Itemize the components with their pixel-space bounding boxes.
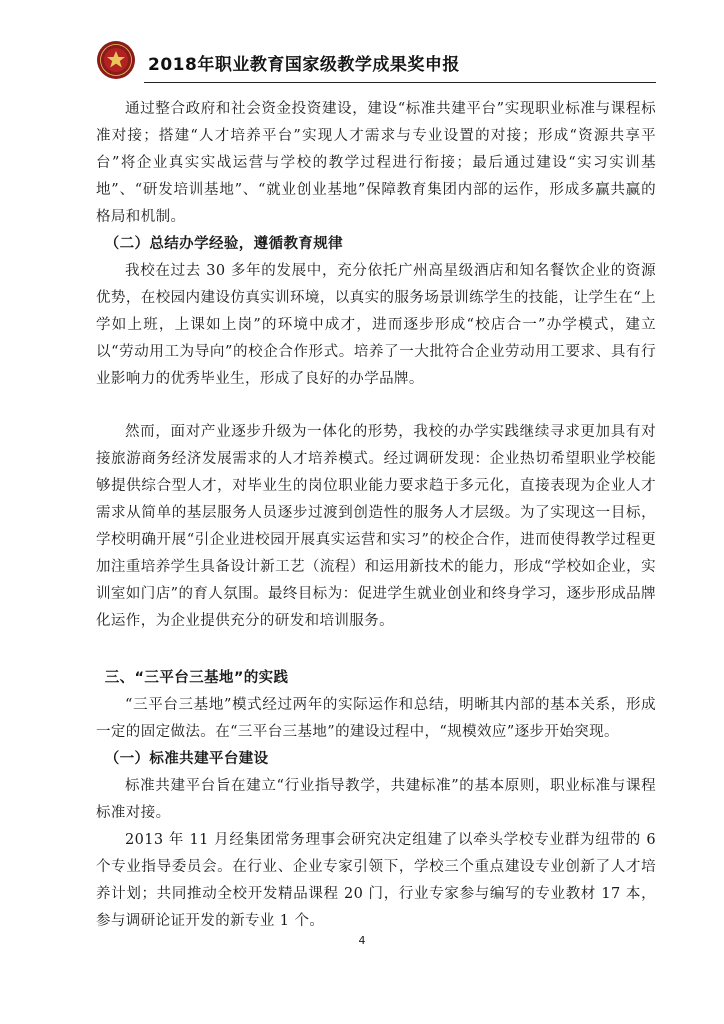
section-heading-practice: 三、“三平台三基地”的实践 xyxy=(104,670,289,686)
paragraph-committee-2013: 2013 年 11 月经集团常务理事会研究决定组建了以牵头学校专业群为纽带的 6 个专业指导委员会。在行业、企业专家引领下，学校三个重点建设专业创新了人才培养计划；共同推动全校开发精品课程 20 门，行业专家参与编写的专业教材 17 本，参与调研论证开发的新专业 1 个。 xyxy=(96,832,656,929)
school-emblem-icon xyxy=(96,40,136,80)
paragraph-school-history: 我校在过去 30 多年的发展中，充分依托广州高星级酒店和知名餐饮企业的资源优势，在校园内建设仿真实训环境，以真实的服务场景训练学生的技能，让学生在“上学如上班，上课如上岗”的环境中成才，进而逐步形成“校店合一”办学模式，建立以“劳动用工为导向”的校企合作形式。培养了一大批符合企业劳动用工要求、具有行业影响力的优秀毕业生，形成了良好的办学品牌。 xyxy=(96,263,656,387)
document-body xyxy=(96,96,656,935)
paragraph-standard-platform-aim: 标准共建平台旨在建立“行业指导教学，共建标准”的基本原则，职业标准与课程标准对接。 xyxy=(96,778,656,821)
paragraph-model-operation: “三平台三基地”模式经过两年的实际运作和总结，明晰其内部的基本关系，形成一定的固定做法。在“三平台三基地”的建设过程中，“规模效应”逐步开始突现。 xyxy=(96,697,656,740)
paragraph-industry-upgrade: 然而，面对产业逐步升级为一体化的形势，我校的办学实践继续寻求更加具有对接旅游商务经济发展需求的人才培养模式。经过调研发现：企业热切希望职业学校能够提供综合型人才，对毕业生的岗位职业能力要求趋于多元化，直接表现为企业人才需求从简单的基层服务人员逐步过渡到创造性的服务人才层级。为了实现这一目标，学校明确开展“引企业进校园开展真实运营和实习”的校企合作，进而使得教学过程更加注重培养学生具备设计新工艺（流程）和运用新技术的能力，形成“学校如企业，实训室如门店”的育人氛围。最终目标为：促进学生就业创业和终身学习，逐步形成品牌化运作，为企业提供充分的研发和培训服务。 xyxy=(96,424,656,629)
header-divider xyxy=(144,82,656,83)
page-number: 4 xyxy=(358,934,366,947)
section-spacer xyxy=(96,635,656,665)
page-header-title: 2018年职业教育国家级教学成果奖申报 xyxy=(148,55,460,75)
paragraph-spacer xyxy=(96,393,656,419)
subheading-summary-experience: （二）总结办学经验，遵循教育规律 xyxy=(104,236,344,252)
subheading-standard-platform: （一）标准共建平台建设 xyxy=(104,751,269,767)
page-header xyxy=(96,36,656,92)
paragraph-platforms-overview: 通过整合政府和社会资金投资建设，建设“标准共建平台”实现职业标准与课程标准对接；搭建“人才培养平台”实现人才需求与专业设置的对接；形成“资源共享平台”将企业真实实战运营与学校的教学过程进行衔接；最后通过建设“实习实训基地”、“研发培训基地”、“就业创业基地”保障教育集团内部的运作，形成多赢共赢的格局和机制。 xyxy=(96,101,656,225)
